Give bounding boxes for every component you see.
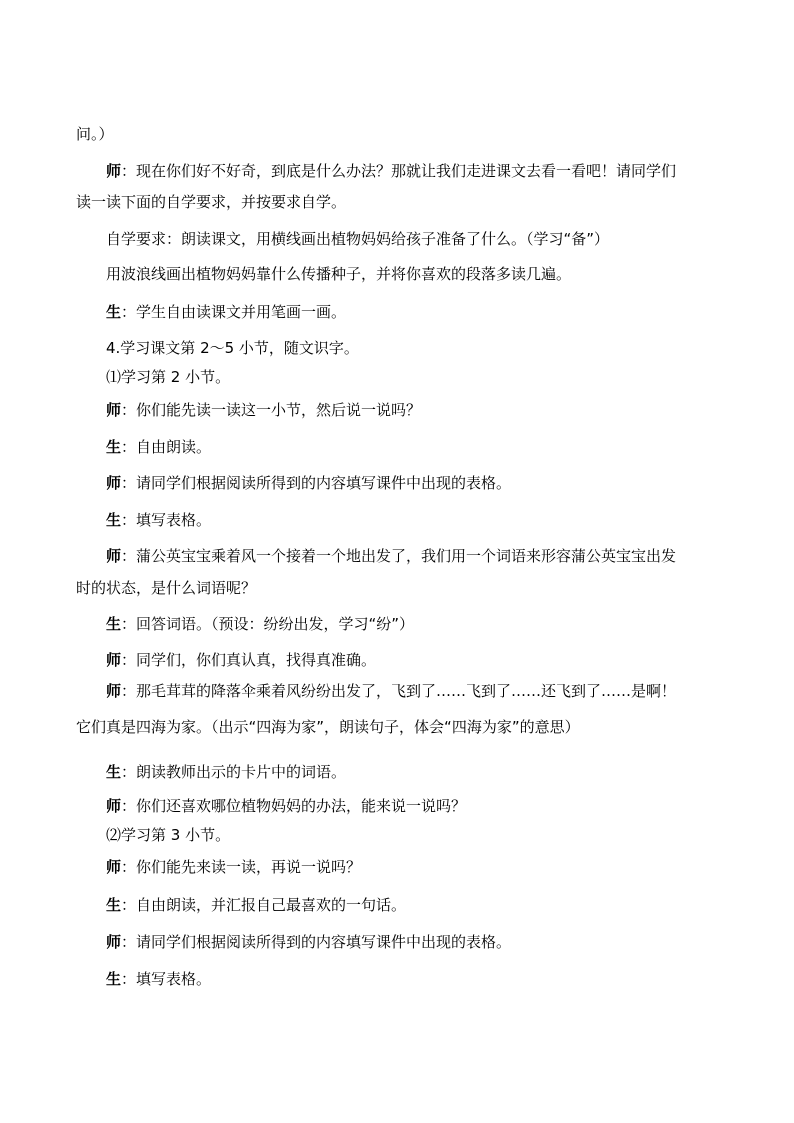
text-line-7	[106, 338, 359, 358]
text-line-23	[106, 895, 406, 915]
text-line-15	[106, 614, 414, 634]
speaker-label: 生	[106, 763, 122, 781]
line-text: ：那毛茸茸的降落伞乘着风纷纷出发了，飞到了……飞到了……还飞到了……是啊！	[121, 682, 677, 700]
line-text: ：回答词语。（预设：纷纷出发，学习“纷”）	[121, 615, 415, 633]
line-text: ：请同学们根据阅读所得到的内容填写课件中出现的表格。	[121, 933, 512, 951]
line-text: ：自由朗读，并汇报自己最喜欢的一句话。	[121, 896, 407, 914]
line-text: 自学要求：朗读课文，用横线画出植物妈妈给孩子准备了什么。（学习“备”）	[106, 230, 610, 248]
speaker-label: 生	[106, 303, 122, 321]
speaker-label: 师	[106, 162, 122, 180]
line-text: 读一读下面的自学要求，并按要求自学。	[76, 193, 347, 211]
text-line-21	[106, 825, 230, 845]
text-line-22	[106, 857, 361, 877]
text-line-8	[106, 367, 230, 387]
line-text: ：填写表格。	[121, 511, 212, 529]
line-text: ：填写表格。	[121, 970, 212, 988]
text-line-17	[106, 681, 676, 701]
text-line-16	[106, 650, 376, 670]
line-text: 用波浪线画出植物妈妈靠什么传播种子，并将你喜欢的段落多读几遍。	[106, 265, 572, 283]
text-line-1	[76, 124, 114, 144]
text-line-19	[106, 762, 346, 782]
speaker-label: 生	[106, 970, 122, 988]
line-text: ：你们能先来读一读，再说一说吗？	[121, 858, 362, 876]
line-text: ：你们还喜欢哪位植物妈妈的办法，能来说一说吗？	[121, 797, 467, 815]
speaker-label: 师	[106, 651, 122, 669]
text-line-25	[106, 969, 211, 989]
text-line-14	[76, 578, 256, 598]
text-line-13	[106, 546, 676, 566]
text-line-4	[106, 229, 609, 249]
speaker-label: 师	[106, 547, 122, 565]
text-line-2	[106, 161, 676, 181]
line-text: ⑵学习第 3 小节。	[106, 826, 231, 844]
line-text: 4.学习课文第 2～5 小节，随文识字。	[106, 339, 359, 357]
speaker-label: 师	[106, 797, 122, 815]
speaker-label: 师	[106, 474, 122, 492]
text-line-20	[106, 796, 466, 816]
line-text: ：蒲公英宝宝乘着风一个接着一个地出发了，我们用一个词语来形容蒲公英宝宝出发	[121, 547, 677, 565]
line-text: ：同学们，你们真认真，找得真准确。	[121, 651, 377, 669]
line-text: ：自由朗读。	[121, 438, 212, 456]
speaker-label: 生	[106, 438, 122, 456]
speaker-label: 生	[106, 511, 122, 529]
text-line-12	[106, 510, 211, 530]
text-line-24	[106, 932, 511, 952]
speaker-label: 生	[106, 896, 122, 914]
line-text: 它们真是四海为家。（出示“四海为家”，朗读句子，体会“四海为家”的意思）	[76, 718, 580, 736]
line-text: ：请同学们根据阅读所得到的内容填写课件中出现的表格。	[121, 474, 512, 492]
line-text: ：你们能先读一读这一小节，然后说一说吗？	[121, 401, 422, 419]
speaker-label: 生	[106, 615, 122, 633]
line-text: ：朗读教师出示的卡片中的词语。	[121, 763, 347, 781]
speaker-label: 师	[106, 933, 122, 951]
speaker-label: 师	[106, 682, 122, 700]
text-line-9	[106, 400, 421, 420]
text-line-5	[106, 264, 571, 284]
speaker-label: 师	[106, 858, 122, 876]
text-line-11	[106, 473, 511, 493]
line-text: 时的状态，是什么词语呢？	[76, 579, 257, 597]
line-text: ⑴学习第 2 小节。	[106, 368, 231, 386]
text-line-3	[76, 192, 346, 212]
line-text: 问。）	[76, 125, 114, 143]
text-line-10	[106, 437, 211, 457]
line-text: ：现在你们好不好奇，到底是什么办法？那就让我们走进课文去看一看吧！请同学们	[121, 162, 677, 180]
speaker-label: 师	[106, 401, 122, 419]
line-text: ：学生自由读课文并用笔画一画。	[121, 303, 347, 321]
text-line-6	[106, 302, 346, 322]
text-line-18	[76, 717, 580, 737]
